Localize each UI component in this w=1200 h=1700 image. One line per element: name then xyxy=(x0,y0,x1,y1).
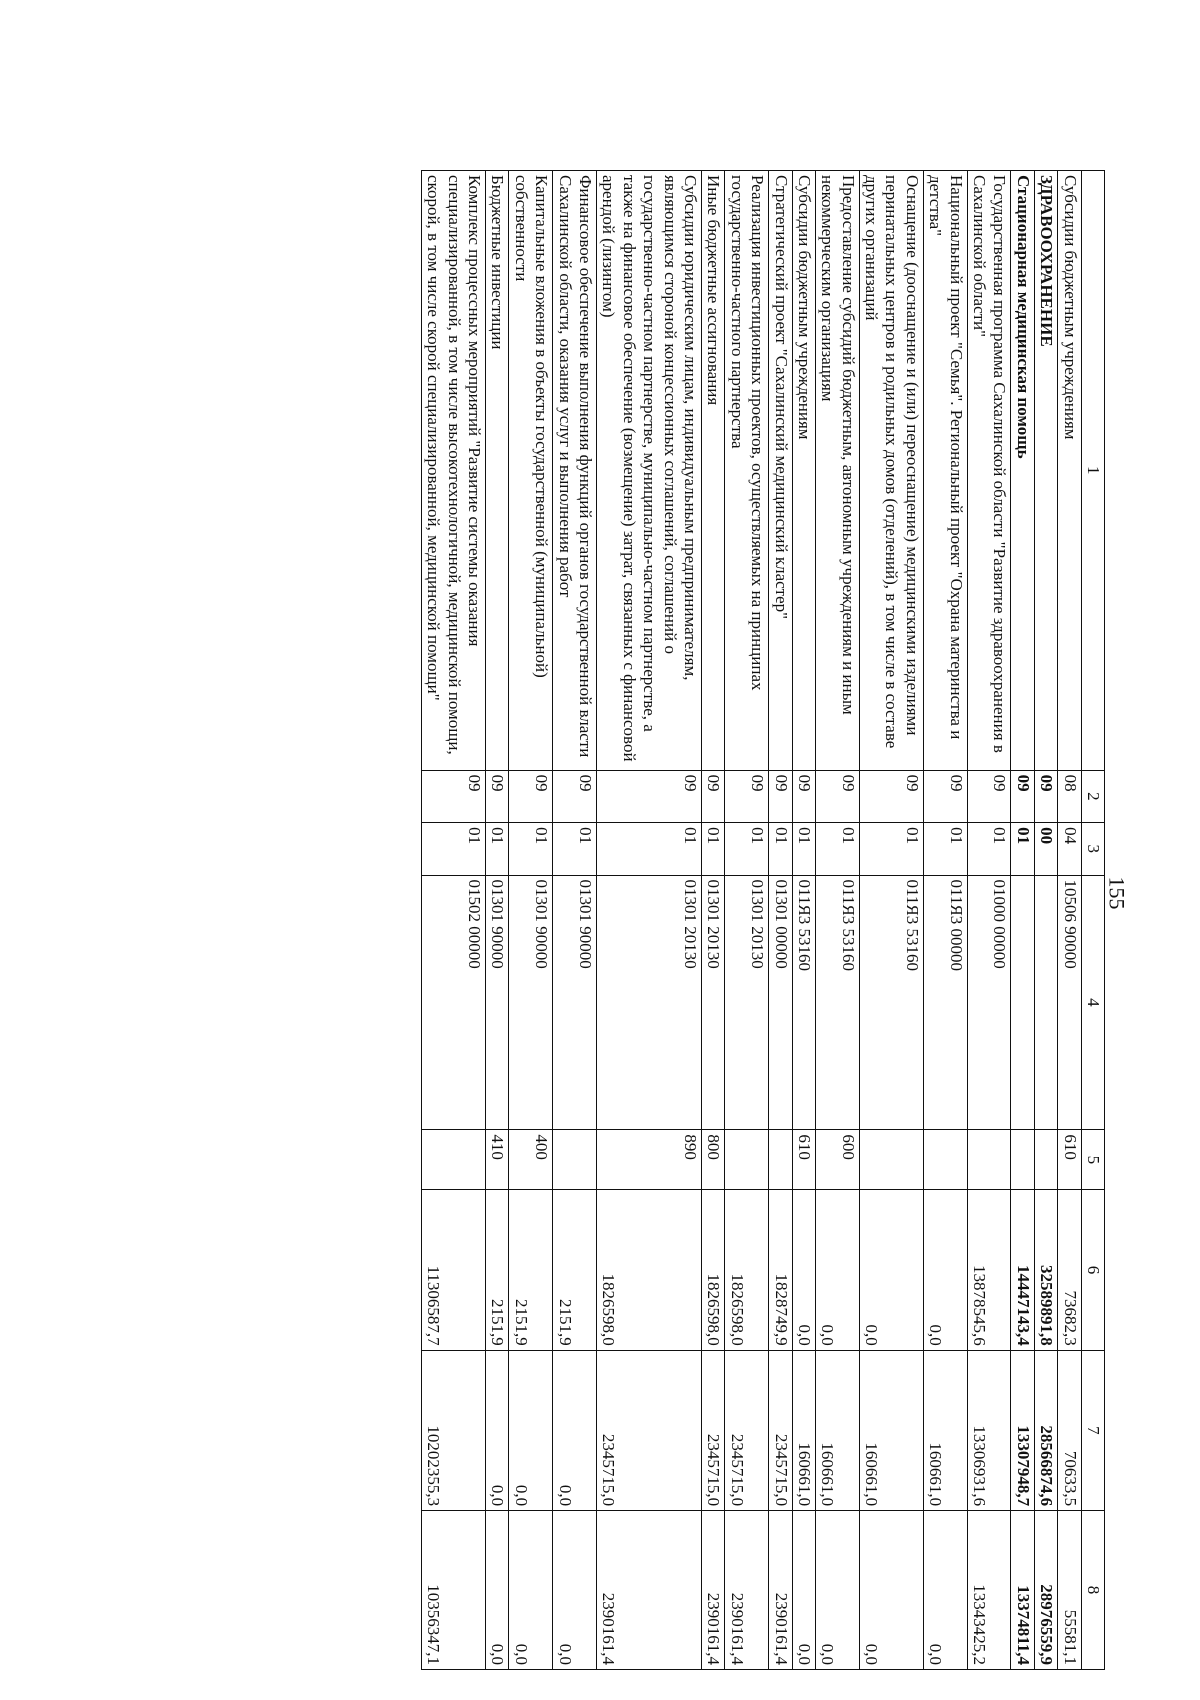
amount-col6-cell: 73682,3 xyxy=(1058,1190,1081,1350)
amount-col7-cell: 160661,0 xyxy=(923,1350,967,1510)
subsection-code-cell: 01 xyxy=(769,823,792,875)
header-cell: 6 xyxy=(1081,1190,1104,1350)
subsection-code-cell: 01 xyxy=(923,823,967,875)
expense-type-cell: 610 xyxy=(792,1130,815,1190)
amount-col8-cell: 0,0 xyxy=(509,1511,553,1670)
amount-col6-cell: 14447143,4 xyxy=(1011,1190,1034,1350)
header-cell: 1 xyxy=(1081,171,1104,771)
amount-col6-cell: 0,0 xyxy=(859,1190,923,1350)
table-row xyxy=(792,171,815,1670)
section-code-cell: 09 xyxy=(509,770,553,822)
expense-type-cell: 410 xyxy=(486,1130,509,1190)
target-article-cell: 01301 90000 xyxy=(553,875,597,1130)
amount-col7-cell: 0,0 xyxy=(486,1350,509,1510)
amount-col7-cell: 160661,0 xyxy=(792,1350,815,1510)
target-article-cell: 01301 90000 xyxy=(486,875,509,1130)
target-article-cell: 011Я3 53160 xyxy=(815,875,859,1130)
amount-col7-cell: 10202355,3 xyxy=(421,1350,485,1510)
expense-type-cell xyxy=(725,1130,769,1190)
amount-col8-cell: 2390161,4 xyxy=(597,1511,702,1670)
amount-col7-cell: 160661,0 xyxy=(859,1350,923,1510)
header-cell: 3 xyxy=(1081,823,1104,875)
page-number: 155 xyxy=(1104,876,1130,910)
amount-col6-cell: 32589891,8 xyxy=(1034,1190,1057,1350)
row-name-cell: Стационарная медицинская помощь xyxy=(1011,171,1034,771)
row-name-cell: Реализация инвестиционных проектов, осуществляемых на принципах государственно-частного партнерства xyxy=(725,171,769,771)
subsection-code-cell: 01 xyxy=(701,823,724,875)
expense-type-cell: 610 xyxy=(1058,1130,1081,1190)
header-cell: 2 xyxy=(1081,770,1104,822)
subsection-code-cell: 01 xyxy=(597,823,702,875)
amount-col8-cell: 0,0 xyxy=(553,1511,597,1670)
amount-col8-cell: 0,0 xyxy=(923,1511,967,1670)
section-code-cell: 08 xyxy=(1058,770,1081,822)
amount-col8-cell: 10356347,1 xyxy=(421,1511,485,1670)
row-name-cell: Стратегический проект "Сахалинский медицинский кластер" xyxy=(769,171,792,771)
row-name-cell: Иные бюджетные ассигнования xyxy=(701,171,724,771)
expense-type-cell: 890 xyxy=(597,1130,702,1190)
section-code-cell: 09 xyxy=(486,770,509,822)
amount-col6-cell: 1828749,9 xyxy=(769,1190,792,1350)
row-name-cell: Субсидии юридическим лицам, индивидуальным предпринимателям, являющимся стороной концессионных соглашений, соглашений о государственно-частном партнерстве, муниципально-частном партнерстве, а также на финансовое обеспечение (возмещение) затрат, связанных с финансовой арендой (лизингом) xyxy=(597,171,702,771)
subsection-code-cell: 01 xyxy=(725,823,769,875)
expense-type-cell xyxy=(553,1130,597,1190)
target-article-cell: 01301 20130 xyxy=(701,875,724,1130)
amount-col6-cell: 1826598,0 xyxy=(597,1190,702,1350)
target-article-cell: 011Я3 53160 xyxy=(792,875,815,1130)
section-code-cell: 09 xyxy=(1011,770,1034,822)
amount-col6-cell: 0,0 xyxy=(792,1190,815,1350)
table-body xyxy=(421,171,1081,1670)
section-code-cell: 09 xyxy=(701,770,724,822)
subsection-code-cell: 04 xyxy=(1058,823,1081,875)
expense-type-cell xyxy=(1034,1130,1057,1190)
amount-col6-cell: 0,0 xyxy=(815,1190,859,1350)
subsection-code-cell: 01 xyxy=(967,823,1011,875)
target-article-cell: 01502 00000 xyxy=(421,875,485,1130)
section-code-cell: 09 xyxy=(1034,770,1057,822)
amount-col6-cell: 1826598,0 xyxy=(701,1190,724,1350)
expense-type-cell: 400 xyxy=(509,1130,553,1190)
subsection-code-cell: 01 xyxy=(553,823,597,875)
expense-type-cell xyxy=(923,1130,967,1190)
subsection-code-cell: 01 xyxy=(792,823,815,875)
amount-col7-cell: 2345715,0 xyxy=(725,1350,769,1510)
amount-col7-cell: 70633,5 xyxy=(1058,1350,1081,1510)
amount-col6-cell: 1826598,0 xyxy=(725,1190,769,1350)
table-row xyxy=(486,171,509,1670)
row-name-cell: ЗДРАВООХРАНЕНИЕ xyxy=(1034,171,1057,771)
section-code-cell: 09 xyxy=(597,770,702,822)
table-row xyxy=(701,171,724,1670)
expense-type-cell: 800 xyxy=(701,1130,724,1190)
table-row xyxy=(923,171,967,1670)
row-name-cell: Комплекс процессных мероприятий "Развитие системы оказания специализированной, в том числе высокотехнологичной, медицинской помощи, скорой, в том числе скорой специализированной, медицинской помощи" xyxy=(421,171,485,771)
amount-col8-cell: 13374811,4 xyxy=(1011,1511,1034,1670)
table-row xyxy=(597,171,702,1670)
target-article-cell xyxy=(1034,875,1057,1130)
subsection-code-cell: 01 xyxy=(1011,823,1034,875)
header-cell: 4 xyxy=(1081,875,1104,1130)
amount-col8-cell: 2390161,4 xyxy=(725,1511,769,1670)
row-name-cell: Финансовое обеспечение выполнения функций органов государственной власти Сахалинской области, оказания услуг и выполнения работ xyxy=(553,171,597,771)
section-code-cell: 09 xyxy=(859,770,923,822)
amount-col7-cell: 2345715,0 xyxy=(597,1350,702,1510)
amount-col7-cell: 13306931,6 xyxy=(967,1350,1011,1510)
subsection-code-cell: 01 xyxy=(859,823,923,875)
subsection-code-cell: 01 xyxy=(421,823,485,875)
amount-col7-cell: 28566874,6 xyxy=(1034,1350,1057,1510)
amount-col6-cell: 2151,9 xyxy=(486,1190,509,1350)
subsection-code-cell: 01 xyxy=(815,823,859,875)
table-row xyxy=(1058,171,1081,1670)
target-article-cell: 10506 90000 xyxy=(1058,875,1081,1130)
section-code-cell: 09 xyxy=(553,770,597,822)
amount-col7-cell: 13307948,7 xyxy=(1011,1350,1034,1510)
target-article-cell: 01301 20130 xyxy=(725,875,769,1130)
table-row xyxy=(815,171,859,1670)
section-code-cell: 09 xyxy=(923,770,967,822)
amount-col6-cell: 2151,9 xyxy=(509,1190,553,1350)
table-row xyxy=(553,171,597,1670)
header-cell: 8 xyxy=(1081,1511,1104,1670)
table-row xyxy=(1034,171,1057,1670)
amount-col8-cell: 0,0 xyxy=(815,1511,859,1670)
subsection-code-cell: 01 xyxy=(486,823,509,875)
row-name-cell: Субсидии бюджетным учреждениям xyxy=(1058,171,1081,771)
section-code-cell: 09 xyxy=(815,770,859,822)
amount-col6-cell: 11306587,7 xyxy=(421,1190,485,1350)
amount-col6-cell: 13878545,6 xyxy=(967,1190,1011,1350)
section-code-cell: 09 xyxy=(421,770,485,822)
amount-col8-cell: 13343425,2 xyxy=(967,1511,1011,1670)
amount-col7-cell: 160661,0 xyxy=(815,1350,859,1510)
target-article-cell: 01301 20130 xyxy=(597,875,702,1130)
section-code-cell: 09 xyxy=(769,770,792,822)
expense-type-cell: 600 xyxy=(815,1130,859,1190)
row-name-cell: Капитальные вложения в объекты государственной (муниципальной) собственности xyxy=(509,171,553,771)
table-row xyxy=(967,171,1011,1670)
section-code-cell: 09 xyxy=(725,770,769,822)
section-code-cell: 09 xyxy=(967,770,1011,822)
amount-col7-cell: 0,0 xyxy=(553,1350,597,1510)
target-article-cell: 011Я3 53160 xyxy=(859,875,923,1130)
expense-type-cell xyxy=(421,1130,485,1190)
table-row xyxy=(859,171,923,1670)
row-name-cell: Субсидии бюджетным учреждениям xyxy=(792,171,815,771)
amount-col8-cell: 2390161,4 xyxy=(701,1511,724,1670)
expense-type-cell xyxy=(859,1130,923,1190)
amount-col6-cell: 0,0 xyxy=(923,1190,967,1350)
amount-col8-cell: 0,0 xyxy=(859,1511,923,1670)
table-row xyxy=(769,171,792,1670)
target-article-cell: 01301 00000 xyxy=(769,875,792,1130)
row-name-cell: Государственная программа Сахалинской области "Развитие здравоохранения в Сахалинской области" xyxy=(967,171,1011,771)
expense-type-cell xyxy=(769,1130,792,1190)
amount-col7-cell: 2345715,0 xyxy=(769,1350,792,1510)
amount-col7-cell: 0,0 xyxy=(509,1350,553,1510)
section-code-cell: 09 xyxy=(792,770,815,822)
table-row xyxy=(1011,171,1034,1670)
row-name-cell: Предоставление субсидий бюджетным, автономным учреждениям и иным некоммерческим организациям xyxy=(815,171,859,771)
expense-type-cell xyxy=(1011,1130,1034,1190)
subsection-code-cell: 01 xyxy=(509,823,553,875)
row-name-cell: Бюджетные инвестиции xyxy=(486,171,509,771)
budget-table xyxy=(421,170,1105,1670)
amount-col8-cell: 55581,1 xyxy=(1058,1511,1081,1670)
target-article-cell: 01000 00000 xyxy=(967,875,1011,1130)
amount-col8-cell: 0,0 xyxy=(792,1511,815,1670)
expense-type-cell xyxy=(967,1130,1011,1190)
target-article-cell xyxy=(1011,875,1034,1130)
table-row xyxy=(421,171,485,1670)
target-article-cell: 01301 90000 xyxy=(509,875,553,1130)
target-article-cell: 011Я3 00000 xyxy=(923,875,967,1130)
amount-col6-cell: 2151,9 xyxy=(553,1190,597,1350)
subsection-code-cell: 00 xyxy=(1034,823,1057,875)
amount-col7-cell: 2345715,0 xyxy=(701,1350,724,1510)
header-cell: 5 xyxy=(1081,1130,1104,1190)
header-row xyxy=(1081,171,1104,1670)
amount-col8-cell: 2390161,4 xyxy=(769,1511,792,1670)
amount-col8-cell: 28976559,9 xyxy=(1034,1511,1057,1670)
table-row xyxy=(725,171,769,1670)
row-name-cell: Оснащение (дооснащение и (или) переоснащение) медицинскими изделиями перинатальных центров и родильных домов (отделений), в том числе в составе других организаций xyxy=(859,171,923,771)
table-row xyxy=(509,171,553,1670)
amount-col8-cell: 0,0 xyxy=(486,1511,509,1670)
budget-table-container xyxy=(85,170,1105,1670)
header-cell: 7 xyxy=(1081,1350,1104,1510)
row-name-cell: Национальный проект "Семья". Региональный проект "Охрана материнства и детства" xyxy=(923,171,967,771)
